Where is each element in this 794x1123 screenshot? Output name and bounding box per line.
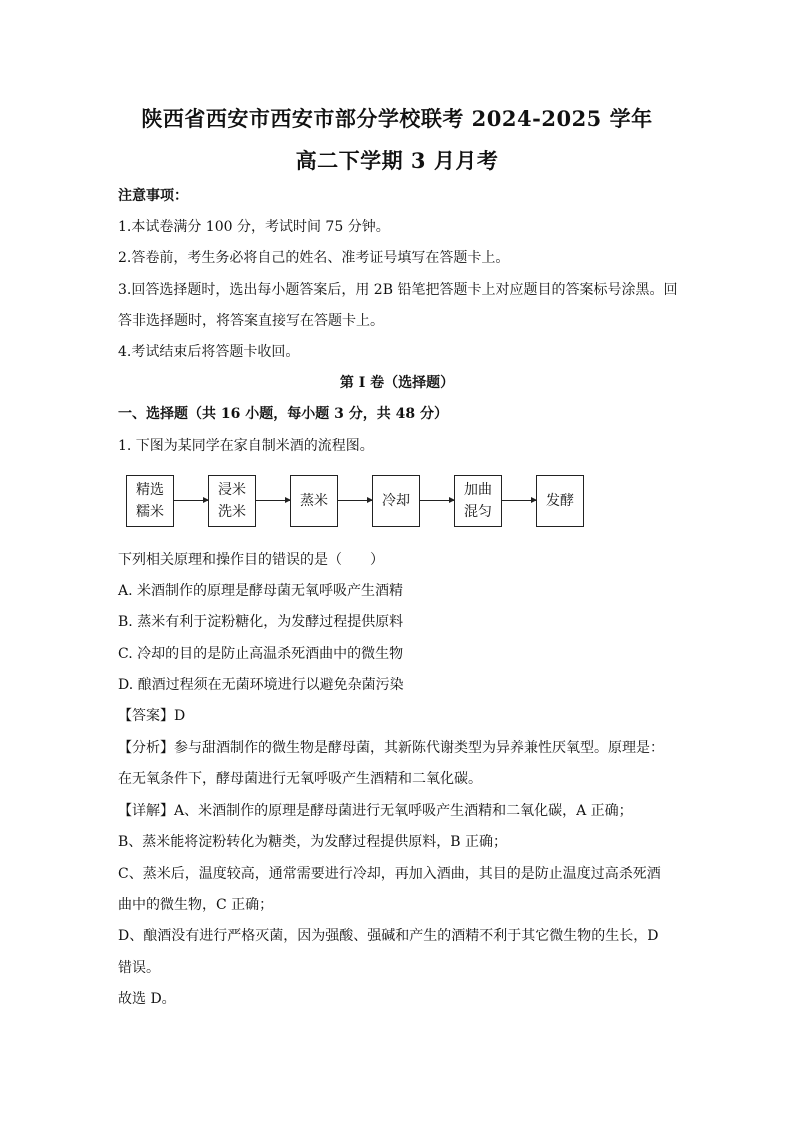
notes-item: 答非选择题时，将答案直接写在答题卡上。 [118,313,384,329]
notes-item: 3.回答选择题时，选出每小题答案后，用 2B 铅笔把答题卡上对应题目的答案标号涂黑。回 [118,282,678,298]
question-stem: 1. 下图为某同学在家自制米酒的流程图。 [118,438,374,454]
flow-step-text: 精选 [136,482,164,498]
flow-step-text: 加曲 [464,482,492,498]
detail-line: B、蒸米能将淀粉转化为糖类，为发酵过程提供原料，B 正确； [118,834,508,850]
flow-step-text: 冷却 [382,493,410,509]
answer-line: 【答案】D [118,708,186,724]
flow-step-text: 浸米 [218,482,246,498]
option-d: D. 酿酒过程须在无菌环境进行以避免杂菌污染 [118,677,404,693]
flow-step-text: 蒸米 [300,493,328,509]
notes-item: 4.考试结束后将答题卡收回。 [118,344,300,360]
flow-step [536,475,584,527]
conclusion-line: 故选 D。 [118,991,176,1007]
option-c: C. 冷却的目的是防止高温杀死酒曲中的微生物 [118,646,404,662]
notes-item: 1.本试卷满分 100 分，考试时间 75 分钟。 [118,219,390,235]
detail-line: D、酿酒没有进行严格灭菌，因为强酸、强碱和产生的酒精不利于其它微生物的生长，D [118,928,659,944]
detail-line: 曲中的微生物，C 正确； [118,897,274,913]
flow-step-text: 发酵 [546,493,574,509]
flow-step [126,475,174,527]
option-b: B. 蒸米有利于淀粉糖化，为发酵过程提供原料 [118,614,404,630]
flow-step [454,475,502,527]
flow-arrow [174,500,208,501]
notes-item: 2.答卷前，考生务必将自己的姓名、准考证号填写在答题卡上。 [118,250,510,266]
analysis-line: 【分析】参与甜酒制作的微生物是酵母菌，其新陈代谢类型为异养兼性厌氧型。原理是： [118,740,664,756]
flow-step-text: 洗米 [218,504,246,520]
flow-step [290,475,338,527]
flow-step-text: 糯米 [136,504,164,520]
part-title: 一、选择题（共 16 小题，每小题 3 分，共 48 分） [118,406,448,422]
analysis-line: 在无氧条件下，酵母菌进行无氧呼吸产生酒精和二氧化碳。 [118,771,482,787]
flow-arrow [338,500,372,501]
flow-arrow [256,500,290,501]
detail-line: 错误。 [118,960,160,976]
volume-title: 第 I 卷（选择题） [339,375,455,391]
exam-title-line1: 陕西省西安市西安市部分学校联考 2024-2025 学年 [141,106,653,131]
flow-arrow [420,500,454,501]
notes-heading: 注意事项： [118,188,188,204]
detail-line: C、蒸米后，温度较高，通常需要进行冷却，再加入酒曲，其目的是防止温度过高杀死酒 [118,866,661,882]
flow-step [372,475,420,527]
flow-step [208,475,256,527]
exam-title-line2: 高二下学期 3 月月考 [295,148,499,173]
question-prompt: 下列相关原理和操作目的错误的是（ ） [118,552,384,568]
detail-line: 【详解】A、米酒制作的原理是酵母菌进行无氧呼吸产生酒精和二氧化碳，A 正确； [118,803,633,819]
option-a: A. 米酒制作的原理是酵母菌无氧呼吸产生酒精 [118,583,404,599]
flow-arrow [502,500,536,501]
flow-step-text: 混匀 [464,504,492,520]
